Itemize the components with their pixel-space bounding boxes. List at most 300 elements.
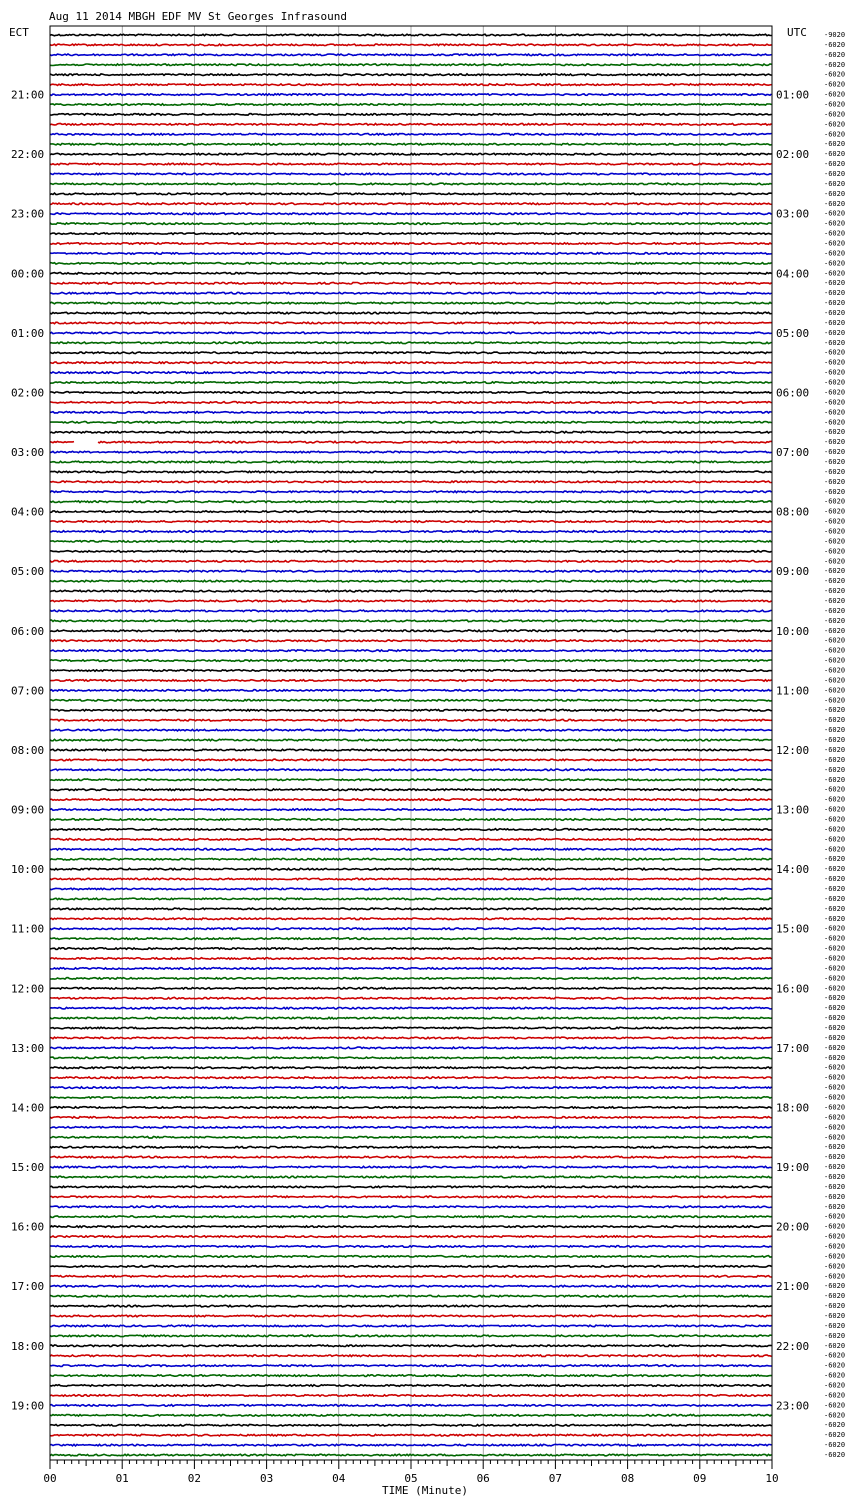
scale-label: -6020 (824, 775, 846, 784)
trace-line (50, 412, 772, 414)
trace-line (50, 630, 772, 632)
left-hour-label: 17:00 (11, 1280, 45, 1294)
x-tick-label: 06 (476, 1472, 490, 1485)
right-hour-label: 09:00 (776, 565, 810, 579)
scale-label: -6020 (824, 179, 846, 188)
trace-line (50, 561, 772, 563)
trace-line (50, 1206, 772, 1208)
scale-label: -6020 (824, 1431, 846, 1440)
scale-label: -6020 (824, 160, 846, 169)
scale-label: -6020 (824, 448, 846, 457)
trace-line (50, 1037, 772, 1039)
left-hour-label: 21:00 (11, 88, 45, 102)
scale-label: -6020 (824, 875, 846, 884)
left-hour-label: 12:00 (11, 982, 45, 996)
scale-label: -6020 (824, 120, 846, 129)
trace-line (50, 1276, 772, 1278)
left-hour-label: 23:00 (11, 207, 45, 221)
trace-line (50, 580, 772, 582)
scale-label: -6020 (824, 1401, 846, 1410)
scale-label: -6020 (824, 765, 846, 774)
scale-label: -6020 (824, 736, 846, 745)
trace-line (50, 1246, 772, 1248)
scale-label: -6020 (824, 209, 846, 218)
scale-label: -6020 (824, 467, 846, 476)
scale-label: -6020 (824, 974, 846, 983)
scale-label: -6020 (824, 1381, 846, 1390)
right-hour-label: 16:00 (776, 982, 810, 996)
scale-label: -6020 (824, 477, 846, 486)
trace-line (50, 163, 772, 165)
right-hour-label: 05:00 (776, 326, 810, 340)
scale-label: -6020 (824, 726, 846, 735)
scale-label: -6020 (824, 199, 846, 208)
scale-label: -6020 (824, 50, 846, 59)
right-hour-label: 20:00 (776, 1220, 810, 1234)
scale-label: -6020 (824, 1192, 846, 1201)
scale-label: -6020 (824, 497, 846, 506)
scale-label: -6020 (824, 994, 846, 1003)
left-hour-label: 15:00 (11, 1161, 45, 1175)
x-tick-label: 01 (115, 1472, 129, 1485)
scale-label: -6020 (824, 1202, 846, 1211)
left-hour-label: 16:00 (11, 1220, 45, 1234)
scale-label: -6020 (824, 1302, 846, 1311)
scale-label: -6020 (824, 249, 846, 258)
left-hour-label: 08:00 (11, 743, 45, 757)
scale-label: -6020 (824, 517, 846, 526)
scale-label: -6020 (824, 835, 846, 844)
scale-label: -6020 (824, 1272, 846, 1281)
scale-label: -6020 (824, 1024, 846, 1033)
scale-label: -6020 (824, 1282, 846, 1291)
right-hour-label: 10:00 (776, 624, 810, 638)
scale-label: -6020 (824, 1441, 846, 1450)
trace-line (50, 749, 772, 751)
right-hour-label: 01:00 (776, 88, 810, 102)
scale-label: -6020 (824, 1252, 846, 1261)
scale-label: -6020 (824, 487, 846, 496)
scale-label: -6020 (824, 557, 846, 566)
trace-line (50, 690, 772, 692)
trace-line (50, 213, 772, 215)
scale-label: -6020 (824, 368, 846, 377)
trace-line (50, 620, 772, 622)
scale-label: -6020 (824, 716, 846, 725)
scale-label: -6020 (824, 358, 846, 367)
trace-line (50, 640, 772, 642)
scale-label: -6020 (824, 438, 846, 447)
trace-line (50, 521, 772, 523)
scale-label: -6020 (824, 805, 846, 814)
trace-line (50, 660, 772, 662)
right-hour-label: 13:00 (776, 803, 810, 817)
scale-label: -6020 (824, 1351, 846, 1360)
trace-line (50, 34, 772, 36)
right-hour-label: 11:00 (776, 684, 810, 698)
scale-label: -6020 (824, 1053, 846, 1062)
trace-line (50, 1166, 772, 1168)
scale-label: -6020 (824, 964, 846, 973)
right-hour-label: 08:00 (776, 505, 810, 519)
trace-line (50, 203, 772, 205)
scale-label: -6020 (824, 626, 846, 635)
right-hour-label: 17:00 (776, 1041, 810, 1055)
scale-label: -6020 (824, 1103, 846, 1112)
scale-label: -6020 (824, 1073, 846, 1082)
scale-label: -6020 (824, 755, 846, 764)
x-tick-label: 05 (404, 1472, 418, 1485)
left-hour-label: 03:00 (11, 446, 45, 460)
x-tick-label: 02 (187, 1472, 202, 1485)
trace-line (50, 680, 772, 682)
left-zone-label: ECT (9, 26, 29, 39)
scale-label: -6020 (824, 229, 846, 238)
scale-label: -6020 (824, 1153, 846, 1162)
right-hour-label: 12:00 (776, 743, 810, 757)
trace-line (50, 729, 772, 731)
scale-label: -6020 (824, 537, 846, 546)
x-tick-label: 04 (332, 1472, 346, 1485)
trace-line (50, 769, 772, 771)
right-hour-label: 23:00 (776, 1399, 810, 1413)
scale-label: -6020 (824, 1033, 846, 1042)
trace-line (50, 1097, 772, 1099)
trace-line (50, 1315, 772, 1317)
trace-line (50, 1127, 772, 1129)
scale-label: -6020 (824, 904, 846, 913)
scale-label: -6020 (824, 1321, 846, 1330)
scale-label: -6020 (824, 914, 846, 923)
scale-label: -6020 (824, 1331, 846, 1340)
trace-line (50, 779, 772, 781)
minute-gridlines (122, 26, 700, 1460)
scale-label: -6020 (824, 1312, 846, 1321)
left-hour-label: 13:00 (11, 1041, 45, 1055)
left-hour-labels (11, 89, 44, 1413)
scale-label: -6020 (824, 1123, 846, 1132)
scale-label: -6020 (824, 1014, 846, 1023)
scale-label: -6020 (824, 1212, 846, 1221)
scale-label: -6020 (824, 1172, 846, 1181)
scale-label: -6020 (824, 398, 846, 407)
scale-label: -6020 (824, 80, 846, 89)
scale-label: -6020 (824, 845, 846, 854)
scale-label: -6020 (824, 795, 846, 804)
trace-line (50, 1454, 772, 1456)
left-hour-label: 14:00 (11, 1101, 45, 1115)
trace-line (50, 799, 772, 801)
left-hour-label: 00:00 (11, 267, 45, 281)
scale-label: -6020 (824, 1341, 846, 1350)
scale-label: -6020 (824, 1182, 846, 1191)
scale-label: -6020 (824, 150, 846, 159)
scale-label: -6020 (824, 1242, 846, 1251)
scale-label: -6020 (824, 894, 846, 903)
trace-line (50, 511, 772, 513)
right-hour-label: 03:00 (776, 207, 810, 221)
left-hour-label: 05:00 (11, 565, 45, 579)
scale-label: -6020 (824, 457, 846, 466)
scale-label: -6020 (824, 299, 846, 308)
x-axis-label: TIME (Minute) (381, 1484, 469, 1497)
x-tick-label: 00 (43, 1472, 57, 1485)
trace-line (50, 650, 772, 652)
trace-line (50, 819, 772, 821)
scale-label: -6020 (824, 954, 846, 963)
scale-label: -6020 (824, 785, 846, 794)
scale-label: -6020 (824, 597, 846, 606)
right-hour-label: 15:00 (776, 922, 810, 936)
scale-label: -6020 (824, 1371, 846, 1380)
trace-line (50, 948, 772, 950)
scale-label: -6020 (824, 1262, 846, 1271)
scale-label: -6020 (824, 1093, 846, 1102)
right-hour-label: 07:00 (776, 446, 810, 460)
scale-label: -6020 (824, 1004, 846, 1013)
scale-label: -6020 (824, 1113, 846, 1122)
trace-line (50, 233, 772, 235)
left-hour-label: 02:00 (11, 386, 45, 400)
scale-label: -6020 (824, 189, 846, 198)
scale-label: -6020 (824, 279, 846, 288)
x-tick-label: 10 (765, 1472, 779, 1485)
scale-label: -6020 (824, 1391, 846, 1400)
scale-label: -6020 (824, 686, 846, 695)
trace-line (50, 978, 772, 980)
trace-line (50, 173, 772, 175)
scale-label: -6020 (824, 348, 846, 357)
right-hour-label: 21:00 (776, 1280, 810, 1294)
scale-label: -6020 (824, 924, 846, 933)
scale-label: -9020 (824, 30, 846, 39)
right-hour-label: 02:00 (776, 148, 810, 162)
trace-line (50, 431, 772, 433)
scale-label: -6020 (824, 696, 846, 705)
trace-line (50, 590, 772, 592)
trace-line (50, 908, 772, 910)
left-hour-label: 01:00 (11, 326, 45, 340)
trace-line (50, 570, 772, 572)
trace-line (50, 124, 772, 126)
scale-label: -6020 (824, 259, 846, 268)
right-scale-labels (824, 31, 845, 1459)
scale-label: -6020 (824, 219, 846, 228)
scale-label: -6020 (824, 1232, 846, 1241)
scale-label: -6020 (824, 646, 846, 655)
trace-line (50, 422, 772, 424)
scale-label: -6020 (824, 388, 846, 397)
scale-label: -6020 (824, 289, 846, 298)
trace-line (50, 134, 772, 136)
trace-line (50, 1305, 772, 1307)
scale-label: -6020 (824, 944, 846, 953)
trace-line (50, 868, 772, 870)
left-hour-label: 10:00 (11, 863, 45, 877)
left-hour-label: 04:00 (11, 505, 45, 519)
scale-label: -6020 (824, 676, 846, 685)
trace-line (50, 1176, 772, 1178)
scale-label: -6020 (824, 309, 846, 318)
trace-line (50, 1395, 772, 1397)
trace-line (50, 1156, 772, 1158)
scale-label: -6020 (824, 1292, 846, 1301)
scale-label: -6020 (824, 318, 846, 327)
trace-line (50, 501, 772, 503)
scale-label: -6020 (824, 328, 846, 337)
left-hour-label: 09:00 (11, 803, 45, 817)
right-hour-label: 18:00 (776, 1101, 810, 1115)
scale-label: -6020 (824, 130, 846, 139)
left-hour-label: 19:00 (11, 1399, 45, 1413)
scale-label: -6020 (824, 577, 846, 586)
trace-line (50, 332, 772, 334)
scale-label: -6020 (824, 100, 846, 109)
scale-label: -6020 (824, 547, 846, 556)
trace-line (50, 1137, 772, 1139)
trace-line (50, 193, 772, 195)
trace-line (50, 551, 772, 553)
trace-line (50, 1117, 772, 1119)
trace-line (50, 481, 772, 483)
trace-line (50, 1236, 772, 1238)
x-tick-label: 03 (259, 1472, 274, 1485)
right-hour-label: 22:00 (776, 1339, 810, 1353)
scale-label: -6020 (824, 1063, 846, 1072)
scale-label: -6020 (824, 1411, 846, 1420)
scale-label: -6020 (824, 40, 846, 49)
trace-line (50, 1196, 772, 1198)
scale-label: -6020 (824, 418, 846, 427)
scale-label: -6020 (824, 1361, 846, 1370)
scale-label: -6020 (824, 616, 846, 625)
scale-label: -6020 (824, 1133, 846, 1142)
trace-line (50, 958, 772, 960)
scale-label: -6020 (824, 507, 846, 516)
trace-line (50, 1285, 772, 1287)
trace-line (50, 968, 772, 970)
trace-line (50, 1295, 772, 1297)
trace-line (50, 1047, 772, 1049)
scale-label: -6020 (824, 1222, 846, 1231)
trace-line (50, 918, 772, 920)
trace-line (50, 739, 772, 741)
scale-label: -6020 (824, 1043, 846, 1052)
scale-label: -6020 (824, 1451, 846, 1460)
scale-label: -6020 (824, 815, 846, 824)
trace-line (50, 1444, 772, 1446)
trace-line (50, 1415, 772, 1417)
scale-label: -6020 (824, 1163, 846, 1172)
right-hour-label: 04:00 (776, 267, 810, 281)
left-hour-label: 22:00 (11, 148, 45, 162)
trace-line (50, 759, 772, 761)
scale-label: -6020 (824, 825, 846, 834)
x-tick-label: 09 (693, 1472, 707, 1485)
scale-label: -6020 (824, 60, 846, 69)
trace-line (50, 1355, 772, 1357)
scale-label: -6020 (824, 855, 846, 864)
scale-label: -6020 (824, 865, 846, 874)
scale-label: -6020 (824, 984, 846, 993)
trace-line (50, 789, 772, 791)
scale-label: -6020 (824, 1143, 846, 1152)
scale-label: -6020 (824, 169, 846, 178)
trace-line (50, 858, 772, 860)
trace-line (50, 382, 772, 384)
scale-label: -6020 (824, 527, 846, 536)
scale-label: -6020 (824, 1421, 846, 1430)
trace-line (50, 878, 772, 880)
scale-label: -6020 (824, 408, 846, 417)
left-hour-label: 06:00 (11, 624, 45, 638)
trace-line (50, 1057, 772, 1059)
trace-line (50, 491, 772, 493)
trace-line (50, 988, 772, 990)
trace-line (50, 153, 772, 155)
right-hour-label: 19:00 (776, 1161, 810, 1175)
trace-line (50, 1226, 772, 1228)
right-hour-labels (776, 89, 809, 1413)
scale-label: -6020 (824, 606, 846, 615)
trace-line (50, 461, 772, 463)
scale-label: -6020 (824, 636, 846, 645)
x-tick-label: 07 (548, 1472, 563, 1485)
x-axis (43, 1460, 778, 1485)
scale-label: -6020 (824, 110, 846, 119)
scale-label: -6020 (824, 884, 846, 893)
trace-line (50, 392, 772, 394)
right-hour-label: 06:00 (776, 386, 810, 400)
scale-label: -6020 (824, 90, 846, 99)
left-hour-label: 07:00 (11, 684, 45, 698)
trace-line (50, 1107, 772, 1109)
scale-label: -6020 (824, 745, 846, 754)
left-hour-label: 18:00 (11, 1339, 45, 1353)
trace-line (50, 938, 772, 940)
scale-label: -6020 (824, 587, 846, 596)
scale-label: -6020 (824, 567, 846, 576)
scale-label: -6020 (824, 378, 846, 387)
trace-line (50, 352, 772, 354)
scale-label: -6020 (824, 666, 846, 675)
scale-label: -6020 (824, 140, 846, 149)
right-hour-label: 14:00 (776, 863, 810, 877)
trace-line (50, 1325, 772, 1327)
right-zone-label: UTC (787, 26, 807, 39)
left-hour-label: 11:00 (11, 922, 45, 936)
trace-line (50, 1216, 772, 1218)
chart-title: Aug 11 2014 MBGH EDF MV St Georges Infrasound (49, 10, 348, 23)
scale-label: -6020 (824, 706, 846, 715)
scale-label: -6020 (824, 338, 846, 347)
trace-line (50, 1335, 772, 1337)
trace-line (50, 670, 772, 672)
scale-label: -6020 (824, 934, 846, 943)
scale-label: -6020 (824, 269, 846, 278)
scale-label: -6020 (824, 1083, 846, 1092)
scale-label: -6020 (824, 428, 846, 437)
trace-line (50, 44, 772, 46)
scale-label: -6020 (824, 656, 846, 665)
trace-line (50, 1345, 772, 1347)
trace-line (50, 84, 772, 86)
scale-label: -6020 (824, 239, 846, 248)
trace-line (50, 402, 772, 404)
trace-line (50, 362, 772, 364)
x-tick-label: 08 (620, 1472, 635, 1485)
scale-label: -6020 (824, 70, 846, 79)
